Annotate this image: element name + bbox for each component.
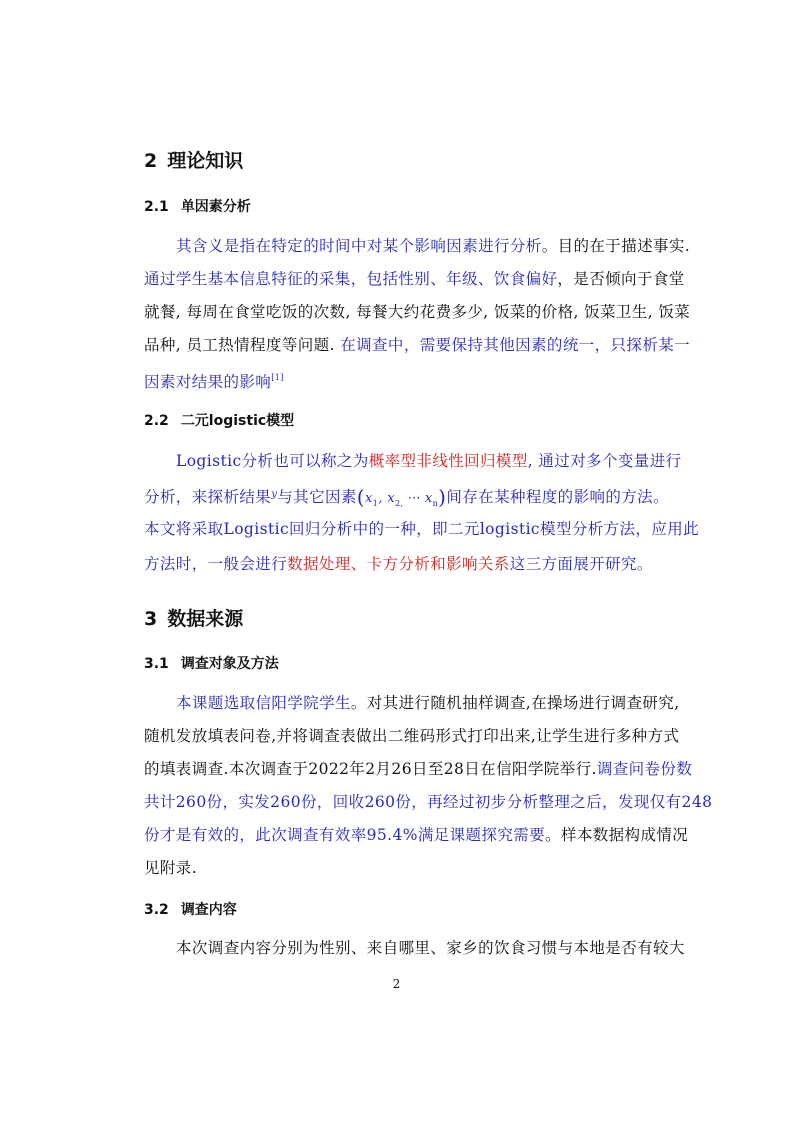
paragraph-line: 共计260份，实发260份，回收260份，再经过初步分析整理之后，发现仅有248	[144, 793, 713, 811]
math-paren-close: )	[438, 485, 447, 509]
paragraph-line	[144, 368, 684, 392]
subsection-heading-3-2	[144, 899, 237, 919]
text-span: 因素对结果的影响	[144, 373, 272, 391]
text-span: 品种, 员工热情程度等问题.	[144, 336, 341, 354]
text-span: , 通过对多个变量进行	[527, 452, 682, 470]
subsection-heading-2-1	[144, 196, 251, 216]
text-span: ，是否倾向于食堂	[557, 270, 685, 288]
section-heading-3	[144, 604, 243, 631]
text-span: 调查问卷份数	[596, 760, 693, 778]
math-x2: $x_{2,}$	[387, 491, 404, 508]
text-span: 份才是有效的，此次调查有效率95.4%满足课题探究需要	[144, 826, 546, 844]
subsection-number: 3.1	[144, 656, 169, 672]
citation-reference[interactable]: [1]	[271, 373, 284, 382]
paragraph-line	[176, 236, 691, 256]
text-span: 分析，来探析结果	[144, 488, 272, 506]
text-span: 。目的在于描述事实.	[541, 237, 691, 255]
paragraph-line	[144, 269, 684, 289]
subsection-title: 单因素分析	[180, 199, 251, 215]
subsection-number: 3.2	[144, 902, 169, 918]
math-xn: $x_n$	[424, 491, 439, 508]
paragraph-line	[144, 335, 691, 355]
subsection-number: 2.1	[144, 199, 169, 215]
paragraph-line	[176, 693, 684, 713]
text-span: 通过学生基本信息特征的采集，包括性别、年级、饮食偏好	[144, 270, 558, 288]
text-span: 在调查中，需要保持其他因素的统一，只探析某一	[340, 336, 691, 354]
paragraph-line: 随机发放填表问卷,并将调查表做出二维码形式打印出来,让学生进行多种方式	[144, 727, 680, 745]
text-span: 的填表调查.本次调查于2022年2月26日至28日在信阳学院举行.	[144, 760, 597, 778]
math-x1: $x_1$	[364, 491, 379, 508]
subsection-heading-3-1	[144, 653, 279, 673]
subsection-title: 调查对象及方法	[180, 656, 279, 672]
math-comma: ,	[378, 491, 388, 506]
section-title: 理论知识	[167, 150, 244, 172]
subsection-title: 二元logistic模型	[180, 413, 295, 429]
subsection-heading-2-2	[144, 410, 294, 430]
text-span: 其含义是指在特定的时间中对某个影响因素进行分析	[176, 237, 542, 255]
text-span: 数据处理、卡方分析和影响关系	[287, 555, 510, 573]
paragraph-line: 本文将采取Logistic回归分析中的一种，即二元logistic模型分析方法，应用此	[144, 520, 700, 538]
section-title: 数据来源	[167, 608, 244, 630]
text-span: 概率型非线性回归模型	[368, 452, 528, 470]
paragraph-line	[144, 825, 689, 845]
text-span: 。对其进行随机抽样调查,在操场进行调查研究,	[350, 694, 680, 712]
paragraph-line	[144, 554, 684, 574]
text-span: 与其它因素	[277, 488, 357, 506]
paragraph-line	[176, 451, 684, 471]
text-span: 本课题选取信阳学院学生	[176, 694, 351, 712]
text-span: 方法时，一般会进行	[144, 555, 288, 573]
text-span: 这三方面展开研究。	[509, 555, 653, 573]
subsection-number: 2.2	[144, 413, 169, 429]
text-span: 间存在某种程度的影响的方法。	[446, 488, 669, 506]
paragraph-line	[144, 485, 684, 514]
paragraph-line: 本次调查内容分别为性别、来自哪里、家乡的饮食习惯与本地是否有较大	[176, 939, 685, 957]
paragraph-line	[144, 759, 693, 779]
page-number: 2	[392, 977, 401, 991]
math-dots: ⋯	[407, 491, 421, 506]
section-heading-2	[144, 146, 243, 173]
section-number: 2	[144, 150, 158, 172]
math-paren-open: (	[356, 485, 365, 509]
text-span: Logistic分析也可以称之为	[176, 452, 369, 470]
text-span: 。样本数据构成情况	[545, 826, 689, 844]
math-variable-y: y	[271, 489, 278, 500]
paragraph-line: 见附录.	[144, 859, 198, 877]
paragraph-line: 就餐, 每周在食堂吃饭的次数, 每餐大约花费多少, 饭菜的价格, 饭菜卫生, 饭菜	[144, 303, 691, 321]
subsection-title: 调查内容	[180, 902, 237, 918]
section-number: 3	[144, 608, 158, 630]
